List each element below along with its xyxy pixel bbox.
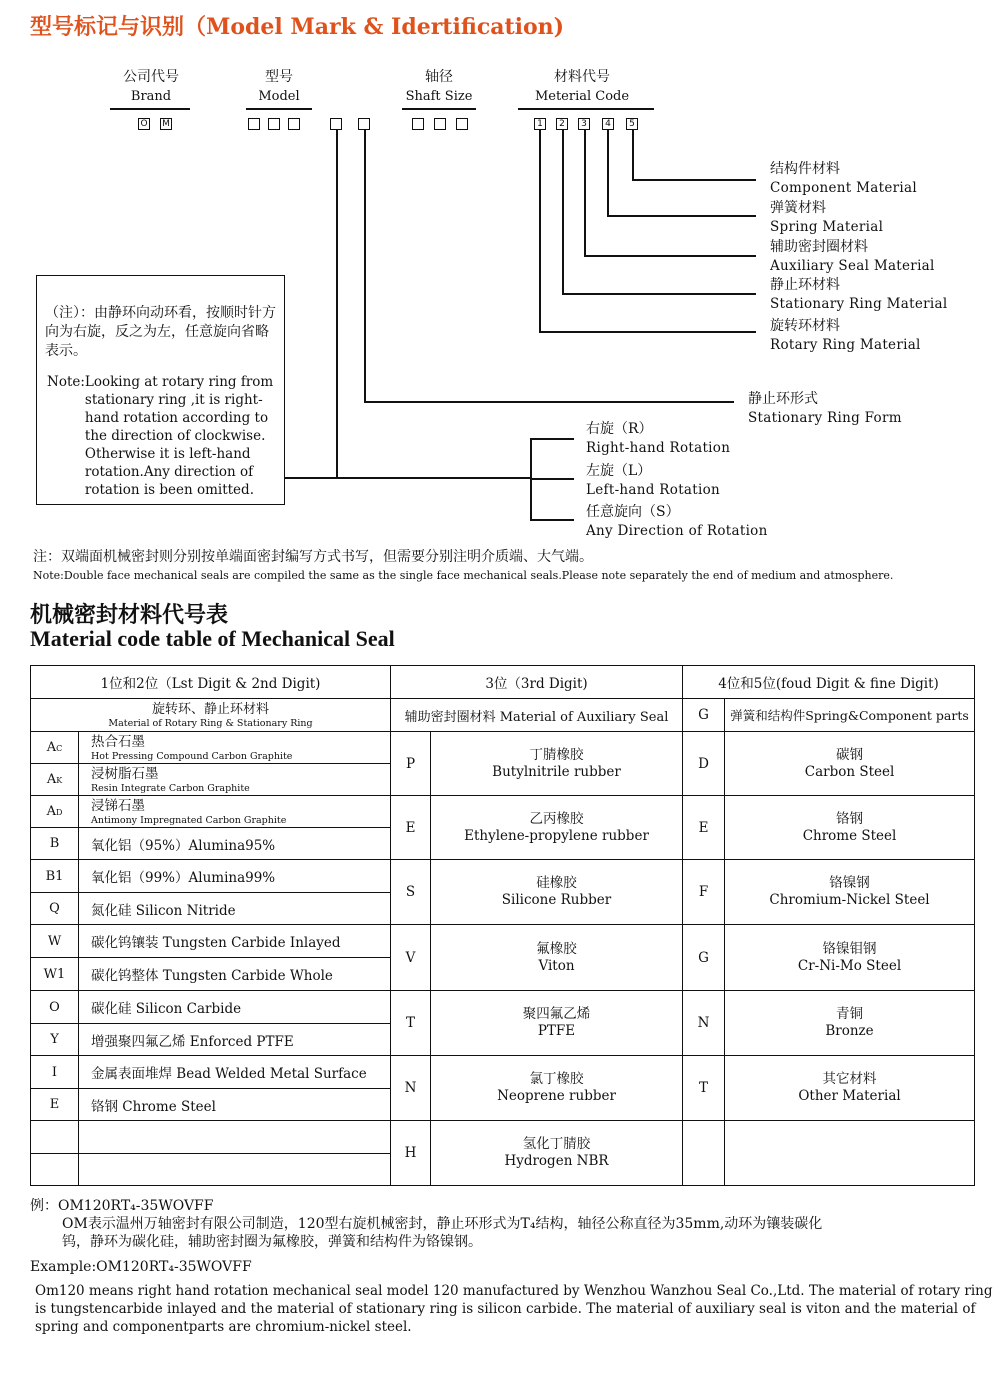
spring-code: T [683, 1056, 725, 1121]
connector-line [607, 215, 756, 217]
brand-box-1: O [138, 118, 150, 130]
example-en-line1: Om120 means right hand rotation mechanical seal model 120 manufactured by Wenzhou Wanzhou Seal Co.,Ltd. The material of rotary ring [35, 1283, 993, 1299]
section-title-en: Material code table of Mechanical Seal [30, 626, 395, 651]
shaft-box [412, 118, 424, 130]
connector-line [562, 293, 756, 295]
ring-code: B [31, 828, 79, 860]
aux-material: 氟橡胶 Viton [431, 925, 683, 991]
connector-line [584, 130, 586, 256]
ring-code [31, 1154, 79, 1186]
left-rotation-label: 左旋（L） Left-hand Rotation [586, 463, 721, 498]
component-material-label: 结构件材料 Component Material [770, 161, 917, 196]
auxiliary-seal-label: 辅助密封圈材料 Auxiliary Seal Material [770, 239, 935, 274]
spring-code: F [683, 860, 725, 925]
ring-code: AK [31, 764, 79, 796]
col3-header: 4位和5位(foud Digit & fine Digit) [683, 666, 975, 699]
connector-line [632, 130, 634, 180]
connector-line [632, 179, 756, 181]
brand-underline [110, 108, 190, 110]
example-en-line2: is tungstencarbide inlayed and the material of stationary ring is silicon carbide. The material of auxiliary seal is viton and the material of [35, 1301, 976, 1317]
example-en-label: Example:OM120RT₄-35WOVFF [30, 1259, 252, 1275]
col2-subheader: 辅助密封圈材料 Material of Auxiliary Seal [391, 699, 683, 732]
ring-material: 增强聚四氟乙烯 Enforced PTFE [79, 1024, 391, 1056]
aux-material: 乙丙橡胶 Ethylene-propylene rubber [431, 796, 683, 860]
example-cn-label: 例：OM120RT₄-35WOVFF [30, 1198, 214, 1214]
aux-material: 氢化丁腈胶 Hydrogen NBR [431, 1121, 683, 1186]
aux-material: 氯丁橡胶 Neoprene rubber [431, 1056, 683, 1121]
aux-code: P [391, 732, 431, 796]
model-underline [246, 108, 312, 110]
shaft-underline [402, 108, 476, 110]
aux-code: T [391, 991, 431, 1056]
ring-code: O [31, 991, 79, 1024]
spring-material [725, 1121, 975, 1186]
connector-line [285, 477, 531, 479]
col1-subheader: 旋转环、静止环材料 Material of Rotary Ring & Stationary Ring [31, 699, 391, 732]
any-rotation-label: 任意旋向（S） Any Direction of Rotation [586, 504, 768, 539]
note-en-text: Note: Looking at rotary ring from stationary ring ,it is right- hand rotation according to the direction of clockwise. Otherwise it is left-hand rotation.Any direction of rotation is been omitted. [47, 374, 274, 498]
example-cn-line2: 钨，静环为碳化硅，辅助密封圈为氟橡胶，弹簧和结构件为铬镍钢。 [62, 1234, 482, 1250]
bracket-line [530, 519, 574, 521]
ring-code: W [31, 925, 79, 958]
model-box [288, 118, 300, 130]
connector-line [584, 255, 756, 257]
spring-material: 铬镍钢 Chromium-Nickel Steel [725, 860, 975, 925]
model-header: 型号 Model [258, 69, 300, 104]
ring-material [79, 1154, 391, 1186]
ring-material: 铬钢 Chrome Steel [79, 1089, 391, 1121]
aux-code: N [391, 1056, 431, 1121]
stationary-ring-label: 静止环材料 Stationary Ring Material [770, 277, 948, 312]
ring-material: 氧化铝（99%）Alumina99% [79, 860, 391, 893]
ring-code: Y [31, 1024, 79, 1056]
aux-material: 聚四氟乙烯 PTFE [431, 991, 683, 1056]
aux-code: S [391, 860, 431, 925]
ring-form-box [358, 118, 370, 130]
aux-code: V [391, 925, 431, 991]
connector-line [539, 331, 756, 333]
brand-header: 公司代号 Brand [123, 69, 179, 104]
col2-header: 3位（3rd Digit) [391, 666, 683, 699]
spring-code: D [683, 732, 725, 796]
bracket-line [530, 438, 574, 440]
col1-header: 1位和2位（Lst Digit & 2nd Digit) [31, 666, 391, 699]
ring-material: 浸树脂石墨 Resin Integrate Carbon Graphite [79, 764, 391, 796]
ring-material: 碳化硅 Silicon Carbide [79, 991, 391, 1024]
spring-material-label: 弹簧材料 Spring Material [770, 200, 884, 235]
spring-material: 碳钢 Carbon Steel [725, 732, 975, 796]
aux-code: E [391, 796, 431, 860]
shaft-box [456, 118, 468, 130]
spring-code: E [683, 796, 725, 860]
connector-line [539, 130, 541, 332]
bracket-line [530, 478, 574, 480]
note-cn-text: （注）：由静环向动环看，按顺时针方向为右旋，反之为左，任意旋向省略表示。 [45, 305, 276, 359]
connector-line [562, 130, 564, 294]
model-box [268, 118, 280, 130]
double-note-cn: 注：双端面机械密封则分别按单端面密封编写方式书写，但需要分别注明介质端、大气端。 [33, 549, 593, 565]
double-note-en: Note:Double face mechanical seals are compiled the same as the single face mechanical seals.Please note separately the end of medium and atmosphere. [33, 569, 894, 582]
model-box [248, 118, 260, 130]
shaft-box [434, 118, 446, 130]
material-box-3: 3 [578, 118, 590, 130]
ring-material: 氮化硅 Silicon Nitride [79, 893, 391, 925]
spring-code: N [683, 991, 725, 1056]
example-cn-line1: OM表示温州万轴密封有限公司制造，120型右旋机械密封，静止环形式为T₄结构，轴径公称直径为35mm,动环为镶装碳化 [62, 1216, 823, 1232]
spring-material: 青铜 Bronze [725, 991, 975, 1056]
section-title-cn: 机械密封材料代号表 [30, 602, 229, 628]
ring-code: B1 [31, 860, 79, 893]
ring-code: I [31, 1056, 79, 1089]
connector-line [364, 401, 734, 403]
right-rotation-label: 右旋（R） Right-hand Rotation [586, 421, 731, 456]
rotation-box [330, 118, 342, 130]
spring-material: 铬钢 Chrome Steel [725, 796, 975, 860]
ring-code: E [31, 1089, 79, 1121]
spring-code [683, 1121, 725, 1186]
aux-code: H [391, 1121, 431, 1186]
col3-subheader: 弹簧和结构件Spring&Component parts [725, 699, 975, 732]
ring-material [79, 1121, 391, 1154]
brand-box-2: M [160, 118, 172, 130]
ring-code: AD [31, 796, 79, 828]
ring-material: 碳化钨整体 Tungsten Carbide Whole [79, 958, 391, 991]
ring-material: 金属表面堆焊 Bead Welded Metal Surface [79, 1056, 391, 1089]
material-code-table [30, 665, 975, 1186]
material-box-4: 4 [602, 118, 614, 130]
material-box-5: 5 [626, 118, 638, 130]
page-title: 型号标记与识别（Model Mark & Idertification) [30, 14, 565, 40]
ring-code [31, 1121, 79, 1154]
spring-material: 铬镍钼钢 Cr-Ni-Mo Steel [725, 925, 975, 991]
col3-subheader-code: G [683, 699, 725, 732]
aux-material: 丁腈橡胶 Butylnitrile rubber [431, 732, 683, 796]
spring-material: 其它材料 Other Material [725, 1056, 975, 1121]
ring-form-label: 静止环形式 Stationary Ring Form [748, 391, 902, 426]
ring-material: 热合石墨 Hot Pressing Compound Carbon Graphite [79, 732, 391, 764]
connector-line [364, 130, 366, 402]
material-header: 材料代号 Meterial Code [534, 69, 630, 104]
material-underline [518, 108, 654, 110]
rotary-ring-label: 旋转环材料 Rotary Ring Material [770, 318, 921, 353]
connector-line [336, 130, 338, 478]
connector-line [607, 130, 609, 216]
shaft-header: 轴径 Shaft Size [405, 69, 473, 104]
ring-code: W1 [31, 958, 79, 991]
ring-material: 碳化钨镶装 Tungsten Carbide Inlayed [79, 925, 391, 958]
ring-code: Q [31, 893, 79, 925]
material-box-1: 1 [534, 118, 546, 130]
ring-code: AC [31, 732, 79, 764]
material-box-2: 2 [556, 118, 568, 130]
aux-material: 硅橡胶 Silicone Rubber [431, 860, 683, 925]
example-en-line3: spring and componentparts are chromium-nickel steel. [35, 1319, 412, 1335]
ring-material: 浸锑石墨 Antimony Impregnated Carbon Graphite [79, 796, 391, 828]
ring-material: 氧化铝（95%）Alumina95% [79, 828, 391, 860]
spring-code: G [683, 925, 725, 991]
rotation-note-box [36, 275, 285, 505]
